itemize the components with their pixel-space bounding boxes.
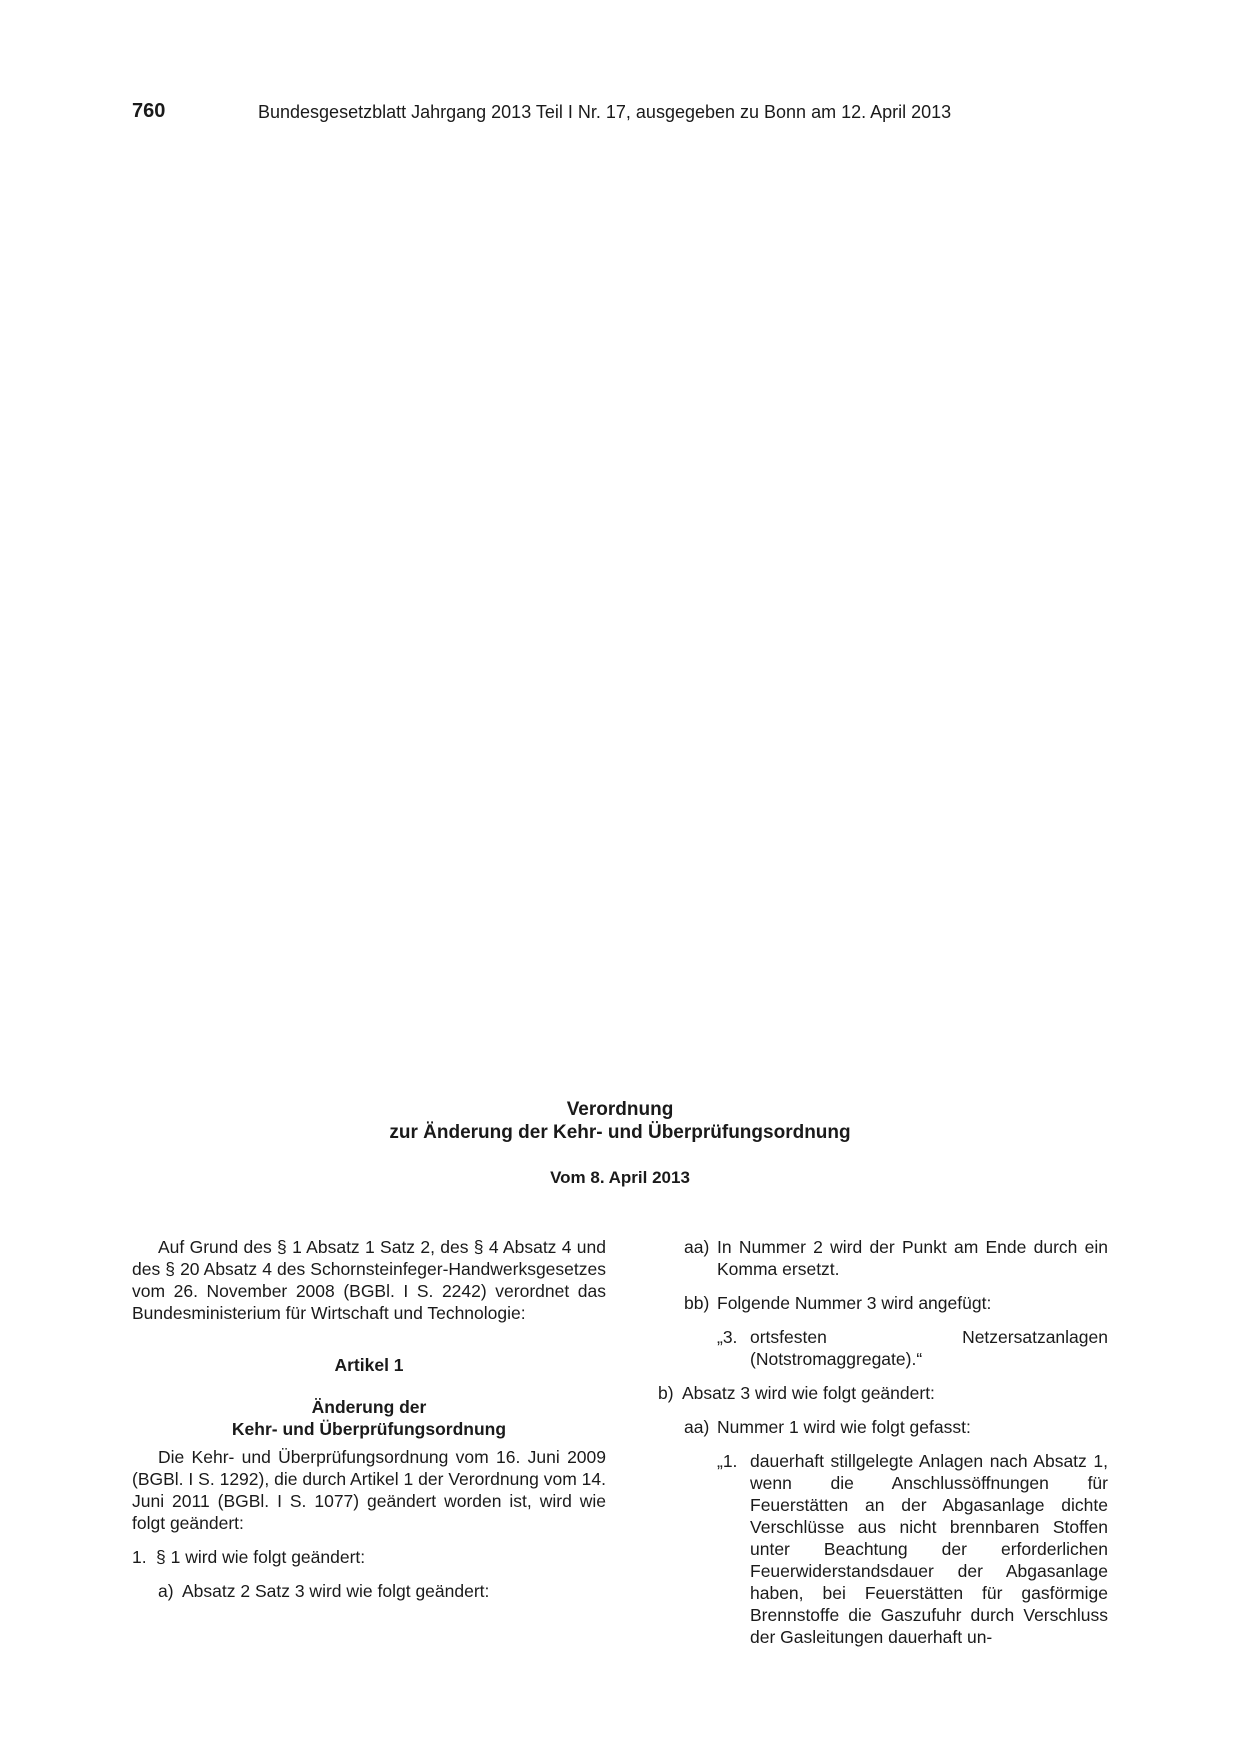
quoted-item-3-label: „3. (717, 1327, 738, 1347)
quoted-item-3-text: ortsfesten Netzersatzanlagen (Notstromaggregate).“ (750, 1327, 1108, 1369)
title-line-1: Verordnung (566, 1099, 674, 1120)
item-aa-2-label: aa) (684, 1417, 710, 1437)
journal-line: Bundesgesetzblatt Jahrgang 2013 Teil I Nr. 17, ausgegeben zu Bonn am 12. April 2013 (258, 102, 952, 122)
item-b-text: Absatz 3 wird wie folgt geändert: (682, 1383, 935, 1403)
list-item-bb-1 (658, 1292, 1108, 1314)
item-aa-2-text: Nummer 1 wird wie folgt gefasst: (717, 1417, 971, 1437)
item-aa-1-text: In Nummer 2 wird der Punkt am Ende durch ein Komma ersetzt. (717, 1237, 1108, 1279)
list-item-aa-1 (658, 1236, 1108, 1280)
quoted-item-3 (658, 1326, 1108, 1370)
list-item-b (658, 1382, 1108, 1404)
quoted-item-1-label: „1. (717, 1451, 738, 1471)
item-bb-1-label: bb) (684, 1293, 710, 1313)
document-date: Vom 8. April 2013 (550, 1168, 690, 1187)
title-line-2: zur Änderung der Kehr- und Überprüfungsordnung (389, 1122, 851, 1143)
item-b-label: b) (658, 1383, 674, 1403)
preamble: Auf Grund des § 1 Absatz 1 Satz 2, des § 4 Absatz 4 und des § 20 Absatz 4 des Schornsteinfeger-Handwerksgesetzes vom 26. November 2008 (BGBl. I S. 2242) verordnet das Bundesministerium für Wirtschaft und Technologie: (132, 1237, 606, 1323)
list-item-aa-2 (658, 1416, 1108, 1438)
intro-paragraph: Die Kehr- und Überprüfungsordnung vom 16. Juni 2009 (BGBl. I S. 1292), die durch Artikel 1 der Verordnung vom 14. Juni 2011 (BGBl. I S. 1077) geändert worden ist, wird wie folgt geändert: (132, 1447, 606, 1533)
list-item-1a (132, 1580, 606, 1602)
item-1a-text: Absatz 2 Satz 3 wird wie folgt geändert: (182, 1581, 490, 1601)
quoted-item-1 (658, 1450, 1108, 1648)
item-1-label: 1. (132, 1547, 147, 1567)
list-item-1 (132, 1546, 606, 1568)
item-1a-label: a) (158, 1581, 174, 1601)
article-title-line-1: Änderung der (311, 1397, 427, 1417)
page-number: 760 (132, 100, 166, 122)
item-1-text: § 1 wird wie folgt geändert: (156, 1547, 366, 1567)
article-label: Artikel 1 (334, 1355, 404, 1375)
quoted-item-1-text: dauerhaft stillgelegte Anlagen nach Absatz 1, wenn die Anschlussöffnungen für Feuerstätten an der Abgasanlage dichte Verschlüsse aus nicht brennbaren Stoffen unter Beachtung der erforderlichen Feuerwiderstandsdauer der Abgasanlage haben, bei Feuerstätten für gasförmige Brennstoffe die Gaszufuhr durch Verschluss der Gasleitungen dauerhaft un- (750, 1451, 1108, 1647)
article-title-line-2: Kehr- und Überprüfungsordnung (231, 1419, 507, 1439)
document-title (300, 1098, 940, 1144)
right-column (658, 1236, 1108, 1648)
left-column (132, 1236, 606, 1602)
item-aa-1-label: aa) (684, 1237, 710, 1257)
item-bb-1-text: Folgende Nummer 3 wird angefügt: (717, 1293, 992, 1313)
